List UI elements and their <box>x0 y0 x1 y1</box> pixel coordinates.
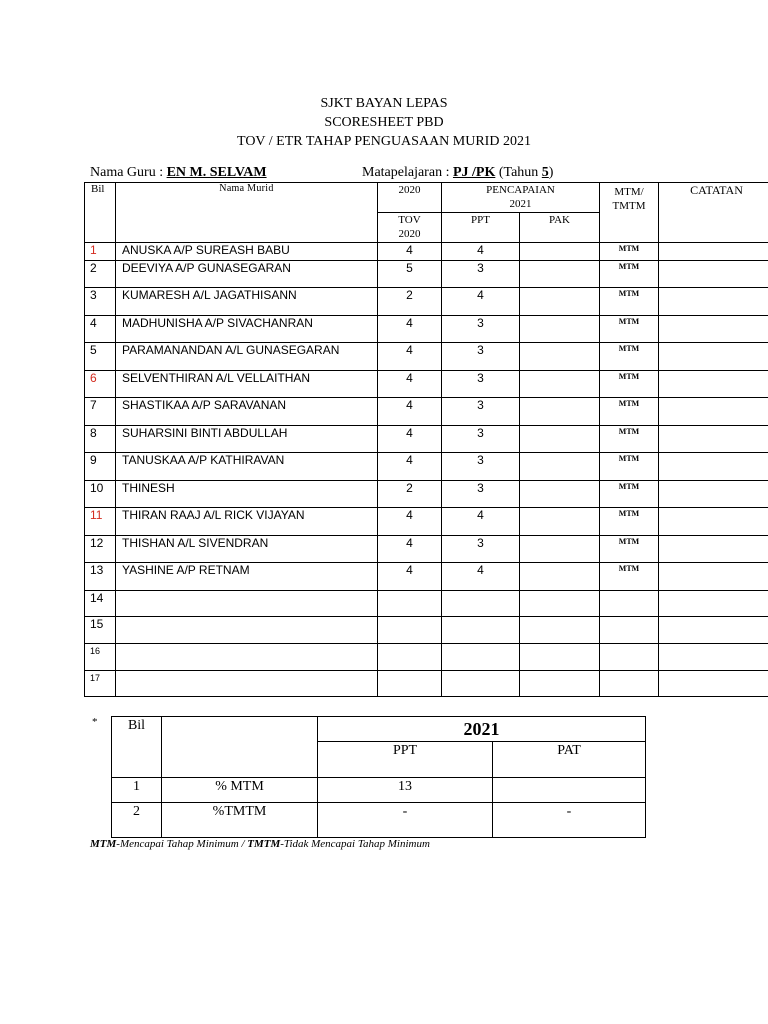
table-row <box>85 481 768 508</box>
student-ppt: 3 <box>442 426 520 453</box>
header-nama-murid: Nama Murid <box>116 183 378 243</box>
student-pak <box>520 644 600 671</box>
student-ppt <box>442 671 520 697</box>
student-ppt: 4 <box>442 288 520 316</box>
student-pak <box>520 671 600 697</box>
student-pak <box>520 261 600 288</box>
teacher-label: Nama Guru : <box>90 165 167 180</box>
header-mtm-tmtm <box>600 183 659 243</box>
table-row <box>85 398 768 426</box>
student-tov <box>378 591 442 617</box>
student-catatan <box>659 671 768 697</box>
student-pak <box>520 591 600 617</box>
summary-header-blank <box>162 717 318 778</box>
student-name <box>116 591 378 617</box>
student-tov: 4 <box>378 536 442 563</box>
summary-header-bil: Bil <box>112 717 162 778</box>
student-catatan <box>659 426 768 453</box>
student-catatan <box>659 288 768 316</box>
student-tov: 4 <box>378 398 442 426</box>
table-row <box>85 288 768 316</box>
header-pencapaian <box>442 183 600 213</box>
subject-label: Matapelajaran : <box>362 165 453 180</box>
header-pak: PAK <box>520 213 600 243</box>
student-no: 15 <box>85 617 116 644</box>
student-mtm: MTM <box>600 508 659 536</box>
student-catatan <box>659 481 768 508</box>
student-ppt: 3 <box>442 536 520 563</box>
student-ppt: 3 <box>442 371 520 398</box>
student-mtm: MTM <box>600 536 659 563</box>
student-no: 13 <box>85 563 116 591</box>
student-pak <box>520 536 600 563</box>
table-row <box>85 563 768 591</box>
student-mtm: MTM <box>600 261 659 288</box>
student-mtm: MTM <box>600 563 659 591</box>
table-row <box>85 371 768 398</box>
student-name: SELVENTHIRAN A/L VELLAITHAN <box>116 371 378 398</box>
student-catatan <box>659 316 768 343</box>
summary-header-pat: PAT <box>493 742 646 778</box>
summary-row-label: % MTM <box>162 778 318 803</box>
student-pak <box>520 398 600 426</box>
summary-row-no: 2 <box>112 803 162 838</box>
student-pak <box>520 316 600 343</box>
subject-line <box>362 165 553 181</box>
student-mtm: MTM <box>600 426 659 453</box>
student-pak <box>520 343 600 371</box>
student-tov: 5 <box>378 261 442 288</box>
student-catatan <box>659 644 768 671</box>
table-row <box>85 671 768 697</box>
table-row <box>85 316 768 343</box>
student-name: SUHARSINI BINTI ABDULLAH <box>116 426 378 453</box>
student-tov <box>378 644 442 671</box>
school-name: SJKT BAYAN LEPAS <box>320 96 448 111</box>
student-tov: 4 <box>378 563 442 591</box>
summary-row-ppt: - <box>318 803 493 838</box>
summary-table <box>111 716 646 838</box>
student-mtm: MTM <box>600 316 659 343</box>
student-mtm <box>600 671 659 697</box>
legend-mtm: MTM <box>90 838 117 850</box>
student-ppt: 4 <box>442 508 520 536</box>
legend <box>90 838 430 850</box>
table-row <box>85 243 768 261</box>
teacher-line <box>90 165 267 181</box>
student-name: YASHINE A/P RETNAM <box>116 563 378 591</box>
student-no: 3 <box>85 288 116 316</box>
header-tov-year: 2020 <box>398 228 421 240</box>
student-no: 14 <box>85 591 116 617</box>
student-no: 10 <box>85 481 116 508</box>
table-row <box>85 426 768 453</box>
student-catatan <box>659 343 768 371</box>
summary-row-label: %TMTM <box>162 803 318 838</box>
student-mtm: MTM <box>600 453 659 481</box>
student-tov: 4 <box>378 243 442 261</box>
student-no: 9 <box>85 453 116 481</box>
student-tov: 4 <box>378 343 442 371</box>
tahun-close: ) <box>548 165 554 180</box>
student-mtm <box>600 591 659 617</box>
student-tov: 4 <box>378 371 442 398</box>
student-ppt <box>442 644 520 671</box>
legend-tmtm-text: -Tidak Mencapai Tahap Minimum <box>280 838 430 850</box>
header-tov <box>378 213 442 243</box>
student-no: 17 <box>85 671 116 697</box>
student-catatan <box>659 536 768 563</box>
student-ppt: 3 <box>442 261 520 288</box>
student-catatan <box>659 591 768 617</box>
student-pak <box>520 481 600 508</box>
student-mtm: MTM <box>600 343 659 371</box>
student-no: 5 <box>85 343 116 371</box>
summary-header-year: 2021 <box>318 717 646 742</box>
student-name: SHASTIKAA A/P SARAVANAN <box>116 398 378 426</box>
student-catatan <box>659 508 768 536</box>
student-ppt: 3 <box>442 343 520 371</box>
header-mtm: MTM/ <box>614 186 644 198</box>
legend-tmtm: TMTM <box>247 838 281 850</box>
table-row <box>85 261 768 288</box>
student-pak <box>520 563 600 591</box>
summary-row-pat <box>493 778 646 803</box>
student-catatan <box>659 563 768 591</box>
header-catatan: CATATAN <box>659 183 768 243</box>
table-row <box>85 644 768 671</box>
header-ppt: PPT <box>442 213 520 243</box>
student-name: MADHUNISHA A/P SIVACHANRAN <box>116 316 378 343</box>
teacher-name: EN M. SELVAM <box>166 165 267 180</box>
legend-mtm-text: -Mencapai Tahap Minimum / <box>116 838 248 850</box>
summary-row-no: 1 <box>112 778 162 803</box>
student-ppt: 4 <box>442 563 520 591</box>
table-row <box>85 453 768 481</box>
sheet-subtitle: TOV / ETR TAHAP PENGUASAAN MURID 2021 <box>237 134 531 149</box>
student-mtm <box>600 617 659 644</box>
header-pencapaian-label: PENCAPAIAN <box>486 184 555 196</box>
student-pak <box>520 288 600 316</box>
table-row <box>85 508 768 536</box>
table-row <box>85 617 768 644</box>
student-tov: 2 <box>378 481 442 508</box>
student-no: 12 <box>85 536 116 563</box>
student-catatan <box>659 261 768 288</box>
student-name: THINESH <box>116 481 378 508</box>
student-name: KUMARESH A/L JAGATHISANN <box>116 288 378 316</box>
header-pencapaian-year: 2021 <box>509 198 532 210</box>
student-no: 8 <box>85 426 116 453</box>
student-mtm: MTM <box>600 243 659 261</box>
student-pak <box>520 243 600 261</box>
student-ppt: 4 <box>442 243 520 261</box>
footnote-star: * <box>92 716 98 728</box>
student-catatan <box>659 398 768 426</box>
student-ppt: 3 <box>442 481 520 508</box>
student-name: TANUSKAA A/P KATHIRAVAN <box>116 453 378 481</box>
subject-name: PJ /PK <box>452 165 496 180</box>
student-ppt <box>442 617 520 644</box>
student-name <box>116 644 378 671</box>
student-pak <box>520 617 600 644</box>
student-no: 7 <box>85 398 116 426</box>
table-row <box>85 536 768 563</box>
tahun-open: (Tahun <box>495 165 542 180</box>
student-rows <box>85 243 768 697</box>
student-mtm: MTM <box>600 481 659 508</box>
student-pak <box>520 371 600 398</box>
student-name: THISHAN A/L SIVENDRAN <box>116 536 378 563</box>
student-no: 16 <box>85 644 116 671</box>
student-tov: 2 <box>378 288 442 316</box>
student-pak <box>520 508 600 536</box>
sheet-title: SCORESHEET PBD <box>324 115 444 130</box>
student-tov <box>378 671 442 697</box>
student-no: 6 <box>85 371 116 398</box>
student-name: ANUSKA A/P SUREASH BABU <box>116 243 378 261</box>
student-catatan <box>659 371 768 398</box>
student-no: 2 <box>85 261 116 288</box>
student-no: 4 <box>85 316 116 343</box>
student-name <box>116 671 378 697</box>
student-catatan <box>659 243 768 261</box>
student-name: PARAMANANDAN A/L GUNASEGARAN <box>116 343 378 371</box>
student-tov: 4 <box>378 453 442 481</box>
student-ppt: 3 <box>442 398 520 426</box>
summary-header-ppt: PPT <box>318 742 493 778</box>
student-catatan <box>659 453 768 481</box>
student-ppt: 3 <box>442 453 520 481</box>
student-tov: 4 <box>378 508 442 536</box>
header-tmtm: TMTM <box>612 200 646 212</box>
student-tov: 4 <box>378 426 442 453</box>
score-table <box>84 182 768 697</box>
student-no: 11 <box>85 508 116 536</box>
student-mtm: MTM <box>600 398 659 426</box>
table-row <box>85 591 768 617</box>
student-mtm: MTM <box>600 371 659 398</box>
header-bil: Bil <box>85 183 116 243</box>
student-mtm: MTM <box>600 288 659 316</box>
student-ppt: 3 <box>442 316 520 343</box>
student-no: 1 <box>85 243 116 261</box>
table-row <box>85 343 768 371</box>
student-mtm <box>600 644 659 671</box>
student-name <box>116 617 378 644</box>
student-tov: 4 <box>378 316 442 343</box>
document-header <box>0 94 768 151</box>
student-pak <box>520 426 600 453</box>
student-name: DEEVIYA A/P GUNASEGARAN <box>116 261 378 288</box>
student-name: THIRAN RAAJ A/L RICK VIJAYAN <box>116 508 378 536</box>
student-pak <box>520 453 600 481</box>
summary-row-ppt: 13 <box>318 778 493 803</box>
student-tov <box>378 617 442 644</box>
student-ppt <box>442 591 520 617</box>
header-2020: 2020 <box>378 183 442 213</box>
summary-row-pat: - <box>493 803 646 838</box>
header-tov-label: TOV <box>398 214 421 226</box>
tahun-value: 5 <box>541 165 549 180</box>
student-catatan <box>659 617 768 644</box>
